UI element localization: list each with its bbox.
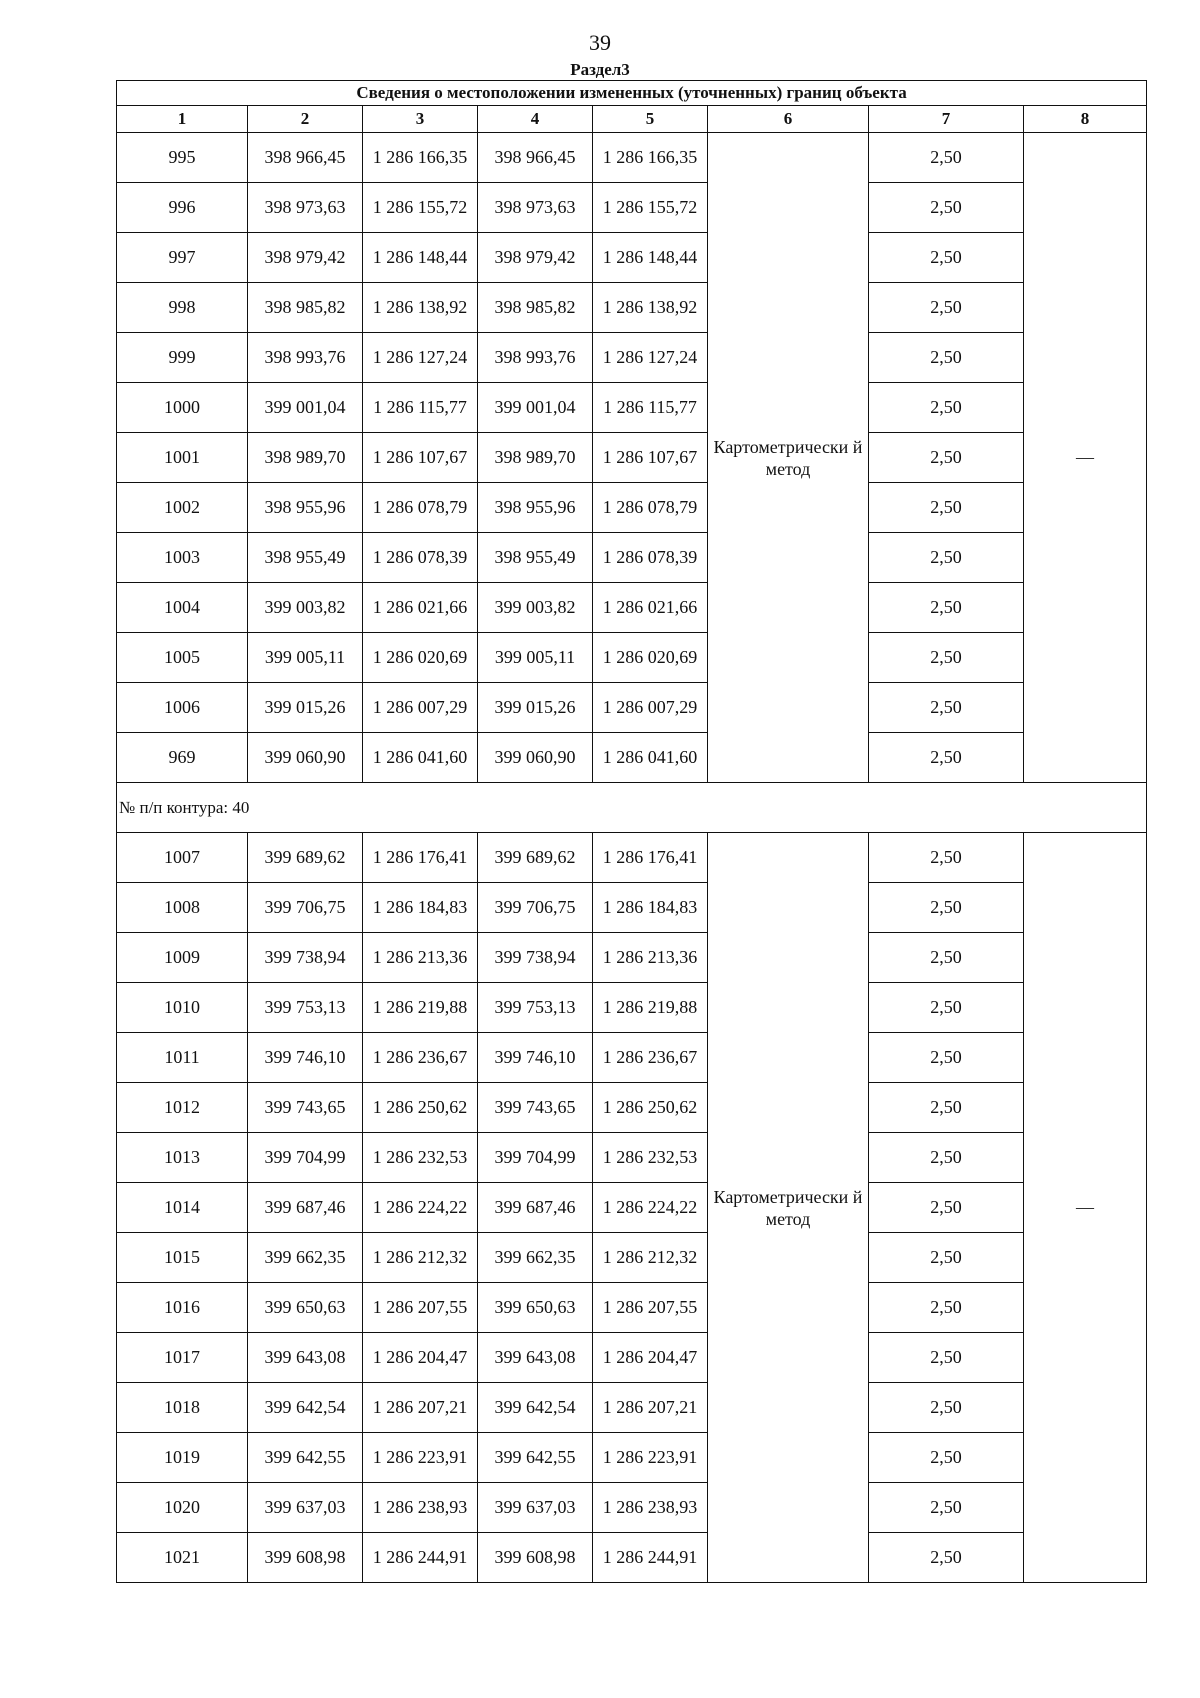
- x-new-cell: 399 005,11: [478, 633, 593, 683]
- table-row: [117, 333, 1147, 383]
- table-row: [117, 1533, 1147, 1583]
- point-number-cell: 1010: [117, 983, 248, 1033]
- y-new-cell: 1 286 207,55: [593, 1283, 708, 1333]
- y-old-cell: 1 286 138,92: [363, 283, 478, 333]
- point-number-cell: 1020: [117, 1483, 248, 1533]
- y-old-cell: 1 286 127,24: [363, 333, 478, 383]
- y-old-cell: 1 286 166,35: [363, 133, 478, 183]
- y-old-cell: 1 286 232,53: [363, 1133, 478, 1183]
- x-old-cell: 398 989,70: [248, 433, 363, 483]
- x-new-cell: 399 650,63: [478, 1283, 593, 1333]
- x-new-cell: 399 003,82: [478, 583, 593, 633]
- y-new-cell: 1 286 213,36: [593, 933, 708, 983]
- x-old-cell: 399 689,62: [248, 833, 363, 883]
- y-old-cell: 1 286 204,47: [363, 1333, 478, 1383]
- point-number-cell: 969: [117, 733, 248, 783]
- point-number-cell: 1018: [117, 1383, 248, 1433]
- table-row: [117, 633, 1147, 683]
- point-number-cell: 995: [117, 133, 248, 183]
- y-old-cell: 1 286 041,60: [363, 733, 478, 783]
- table-row: [117, 1033, 1147, 1083]
- table-row: [117, 883, 1147, 933]
- x-old-cell: 398 966,45: [248, 133, 363, 183]
- x-new-cell: 399 746,10: [478, 1033, 593, 1083]
- table-row: [117, 733, 1147, 783]
- table-row: [117, 583, 1147, 633]
- x-new-cell: 398 993,76: [478, 333, 593, 383]
- y-new-cell: 1 286 115,77: [593, 383, 708, 433]
- x-new-cell: 398 985,82: [478, 283, 593, 333]
- accuracy-cell: 2,50: [869, 683, 1024, 733]
- y-new-cell: 1 286 107,67: [593, 433, 708, 483]
- accuracy-cell: 2,50: [869, 1333, 1024, 1383]
- table-row: [117, 1233, 1147, 1283]
- y-new-cell: 1 286 250,62: [593, 1083, 708, 1133]
- y-new-cell: 1 286 223,91: [593, 1433, 708, 1483]
- y-new-cell: 1 286 041,60: [593, 733, 708, 783]
- x-new-cell: 399 643,08: [478, 1333, 593, 1383]
- y-old-cell: 1 286 244,91: [363, 1533, 478, 1583]
- y-old-cell: 1 286 078,39: [363, 533, 478, 583]
- x-old-cell: 399 753,13: [248, 983, 363, 1033]
- x-old-cell: 399 738,94: [248, 933, 363, 983]
- accuracy-cell: 2,50: [869, 833, 1024, 883]
- y-old-cell: 1 286 020,69: [363, 633, 478, 683]
- table-row: [117, 233, 1147, 283]
- table-row: [117, 1333, 1147, 1383]
- x-old-cell: 399 706,75: [248, 883, 363, 933]
- y-old-cell: 1 286 212,32: [363, 1233, 478, 1283]
- accuracy-cell: 2,50: [869, 883, 1024, 933]
- x-old-cell: 398 979,42: [248, 233, 363, 283]
- y-old-cell: 1 286 224,22: [363, 1183, 478, 1233]
- x-old-cell: 399 643,08: [248, 1333, 363, 1383]
- y-new-cell: 1 286 224,22: [593, 1183, 708, 1233]
- table-row: [117, 1433, 1147, 1483]
- accuracy-cell: 2,50: [869, 1233, 1024, 1283]
- x-old-cell: 399 001,04: [248, 383, 363, 433]
- table-row: [117, 1083, 1147, 1133]
- x-old-cell: 399 060,90: [248, 733, 363, 783]
- y-new-cell: 1 286 078,79: [593, 483, 708, 533]
- point-number-cell: 1016: [117, 1283, 248, 1333]
- column-header-3: 3: [363, 106, 478, 133]
- accuracy-cell: 2,50: [869, 333, 1024, 383]
- x-new-cell: 399 689,62: [478, 833, 593, 883]
- point-number-cell: 1002: [117, 483, 248, 533]
- x-new-cell: 399 704,99: [478, 1133, 593, 1183]
- x-old-cell: 399 637,03: [248, 1483, 363, 1533]
- y-old-cell: 1 286 207,21: [363, 1383, 478, 1433]
- method-cell: Картометрически й метод: [708, 133, 869, 783]
- contour-group: [117, 133, 1147, 783]
- x-new-cell: 399 608,98: [478, 1533, 593, 1583]
- x-old-cell: 399 005,11: [248, 633, 363, 683]
- point-number-cell: 999: [117, 333, 248, 383]
- accuracy-cell: 2,50: [869, 633, 1024, 683]
- point-number-cell: 1017: [117, 1333, 248, 1383]
- accuracy-cell: 2,50: [869, 1483, 1024, 1533]
- accuracy-cell: 2,50: [869, 983, 1024, 1033]
- contour-label-row: [117, 783, 1147, 833]
- x-new-cell: 399 642,55: [478, 1433, 593, 1483]
- accuracy-cell: 2,50: [869, 483, 1024, 533]
- y-new-cell: 1 286 021,66: [593, 583, 708, 633]
- column-8-cell: —: [1024, 833, 1147, 1583]
- table-row: [117, 1383, 1147, 1433]
- point-number-cell: 1012: [117, 1083, 248, 1133]
- y-new-cell: 1 286 232,53: [593, 1133, 708, 1183]
- table-row: [117, 683, 1147, 733]
- point-number-cell: 1003: [117, 533, 248, 583]
- y-new-cell: 1 286 184,83: [593, 883, 708, 933]
- method-cell: Картометрически й метод: [708, 833, 869, 1583]
- section-title: Раздел3: [570, 60, 630, 79]
- x-new-cell: 399 738,94: [478, 933, 593, 983]
- accuracy-cell: 2,50: [869, 133, 1024, 183]
- x-old-cell: 398 955,96: [248, 483, 363, 533]
- x-old-cell: 399 687,46: [248, 1183, 363, 1233]
- y-old-cell: 1 286 223,91: [363, 1433, 478, 1483]
- point-number-cell: 1021: [117, 1533, 248, 1583]
- x-old-cell: 399 746,10: [248, 1033, 363, 1083]
- x-old-cell: 398 985,82: [248, 283, 363, 333]
- y-new-cell: 1 286 148,44: [593, 233, 708, 283]
- x-old-cell: 399 662,35: [248, 1233, 363, 1283]
- column-header-6: 6: [708, 106, 869, 133]
- x-new-cell: 398 955,96: [478, 483, 593, 533]
- x-new-cell: 398 973,63: [478, 183, 593, 233]
- y-new-cell: 1 286 207,21: [593, 1383, 708, 1433]
- point-number-cell: 1001: [117, 433, 248, 483]
- point-number-cell: 997: [117, 233, 248, 283]
- y-new-cell: 1 286 176,41: [593, 833, 708, 883]
- y-new-cell: 1 286 078,39: [593, 533, 708, 583]
- table-row: [117, 183, 1147, 233]
- x-new-cell: 399 753,13: [478, 983, 593, 1033]
- y-old-cell: 1 286 184,83: [363, 883, 478, 933]
- x-old-cell: 399 608,98: [248, 1533, 363, 1583]
- accuracy-cell: 2,50: [869, 1383, 1024, 1433]
- table-row: [117, 533, 1147, 583]
- table-row: [117, 933, 1147, 983]
- y-old-cell: 1 286 176,41: [363, 833, 478, 883]
- x-old-cell: 398 955,49: [248, 533, 363, 583]
- accuracy-cell: 2,50: [869, 1133, 1024, 1183]
- x-old-cell: 398 993,76: [248, 333, 363, 383]
- y-new-cell: 1 286 236,67: [593, 1033, 708, 1083]
- x-new-cell: 399 637,03: [478, 1483, 593, 1533]
- y-old-cell: 1 286 213,36: [363, 933, 478, 983]
- point-number-cell: 1004: [117, 583, 248, 633]
- point-number-cell: 996: [117, 183, 248, 233]
- y-new-cell: 1 286 238,93: [593, 1483, 708, 1533]
- accuracy-cell: 2,50: [869, 383, 1024, 433]
- accuracy-cell: 2,50: [869, 1083, 1024, 1133]
- column-header-5: 5: [593, 106, 708, 133]
- point-number-cell: 1009: [117, 933, 248, 983]
- column-header-7: 7: [869, 106, 1024, 133]
- column-8-cell: —: [1024, 133, 1147, 783]
- point-number-cell: 1014: [117, 1183, 248, 1233]
- accuracy-cell: 2,50: [869, 583, 1024, 633]
- x-new-cell: 399 743,65: [478, 1083, 593, 1133]
- column-header-4: 4: [478, 106, 593, 133]
- accuracy-cell: 2,50: [869, 733, 1024, 783]
- x-new-cell: 398 955,49: [478, 533, 593, 583]
- page-number: 39: [589, 30, 611, 55]
- x-new-cell: 399 642,54: [478, 1383, 593, 1433]
- point-number-cell: 1005: [117, 633, 248, 683]
- accuracy-cell: 2,50: [869, 433, 1024, 483]
- y-new-cell: 1 286 155,72: [593, 183, 708, 233]
- y-old-cell: 1 286 107,67: [363, 433, 478, 483]
- accuracy-cell: 2,50: [869, 933, 1024, 983]
- y-old-cell: 1 286 236,67: [363, 1033, 478, 1083]
- y-old-cell: 1 286 078,79: [363, 483, 478, 533]
- table-row: [117, 1183, 1147, 1233]
- y-new-cell: 1 286 166,35: [593, 133, 708, 183]
- x-new-cell: 399 060,90: [478, 733, 593, 783]
- accuracy-cell: 2,50: [869, 1183, 1024, 1233]
- point-number-cell: 1011: [117, 1033, 248, 1083]
- table-row: [117, 433, 1147, 483]
- y-new-cell: 1 286 219,88: [593, 983, 708, 1033]
- accuracy-cell: 2,50: [869, 1533, 1024, 1583]
- coordinates-table: [116, 80, 1147, 1583]
- y-new-cell: 1 286 007,29: [593, 683, 708, 733]
- table-caption: Сведения о местоположении измененных (уточненных) границ объекта: [117, 81, 1147, 106]
- y-old-cell: 1 286 219,88: [363, 983, 478, 1033]
- x-new-cell: 398 966,45: [478, 133, 593, 183]
- y-new-cell: 1 286 244,91: [593, 1533, 708, 1583]
- accuracy-cell: 2,50: [869, 1283, 1024, 1333]
- y-old-cell: 1 286 007,29: [363, 683, 478, 733]
- point-number-cell: 1019: [117, 1433, 248, 1483]
- x-new-cell: 398 979,42: [478, 233, 593, 283]
- table-row: [117, 833, 1147, 883]
- column-header-row: [117, 106, 1147, 133]
- x-new-cell: 399 706,75: [478, 883, 593, 933]
- point-number-cell: 1000: [117, 383, 248, 433]
- accuracy-cell: 2,50: [869, 283, 1024, 333]
- table-row: [117, 283, 1147, 333]
- y-old-cell: 1 286 155,72: [363, 183, 478, 233]
- y-new-cell: 1 286 204,47: [593, 1333, 708, 1383]
- y-old-cell: 1 286 250,62: [363, 1083, 478, 1133]
- y-old-cell: 1 286 021,66: [363, 583, 478, 633]
- x-new-cell: 399 662,35: [478, 1233, 593, 1283]
- table-row: [117, 483, 1147, 533]
- accuracy-cell: 2,50: [869, 1033, 1024, 1083]
- accuracy-cell: 2,50: [869, 533, 1024, 583]
- x-new-cell: 399 015,26: [478, 683, 593, 733]
- column-header-1: 1: [117, 106, 248, 133]
- y-new-cell: 1 286 212,32: [593, 1233, 708, 1283]
- y-new-cell: 1 286 127,24: [593, 333, 708, 383]
- point-number-cell: 1013: [117, 1133, 248, 1183]
- point-number-cell: 1006: [117, 683, 248, 733]
- x-new-cell: 399 001,04: [478, 383, 593, 433]
- x-old-cell: 399 015,26: [248, 683, 363, 733]
- y-old-cell: 1 286 148,44: [363, 233, 478, 283]
- point-number-cell: 1015: [117, 1233, 248, 1283]
- table-row: [117, 1283, 1147, 1333]
- accuracy-cell: 2,50: [869, 233, 1024, 283]
- column-header-8: 8: [1024, 106, 1147, 133]
- y-old-cell: 1 286 238,93: [363, 1483, 478, 1533]
- table-row: [117, 133, 1147, 183]
- x-old-cell: 399 642,55: [248, 1433, 363, 1483]
- y-old-cell: 1 286 115,77: [363, 383, 478, 433]
- x-old-cell: 398 973,63: [248, 183, 363, 233]
- x-old-cell: 399 003,82: [248, 583, 363, 633]
- y-old-cell: 1 286 207,55: [363, 1283, 478, 1333]
- column-header-2: 2: [248, 106, 363, 133]
- accuracy-cell: 2,50: [869, 183, 1024, 233]
- table-row: [117, 1133, 1147, 1183]
- x-old-cell: 399 650,63: [248, 1283, 363, 1333]
- y-new-cell: 1 286 020,69: [593, 633, 708, 683]
- table-row: [117, 983, 1147, 1033]
- y-new-cell: 1 286 138,92: [593, 283, 708, 333]
- contour-group: [117, 783, 1147, 1583]
- accuracy-cell: 2,50: [869, 1433, 1024, 1483]
- x-new-cell: 398 989,70: [478, 433, 593, 483]
- x-old-cell: 399 743,65: [248, 1083, 363, 1133]
- x-old-cell: 399 642,54: [248, 1383, 363, 1433]
- table-row: [117, 1483, 1147, 1533]
- point-number-cell: 998: [117, 283, 248, 333]
- point-number-cell: 1007: [117, 833, 248, 883]
- point-number-cell: 1008: [117, 883, 248, 933]
- table-row: [117, 383, 1147, 433]
- x-old-cell: 399 704,99: [248, 1133, 363, 1183]
- contour-label: № п/п контура: 40: [117, 783, 1147, 833]
- x-new-cell: 399 687,46: [478, 1183, 593, 1233]
